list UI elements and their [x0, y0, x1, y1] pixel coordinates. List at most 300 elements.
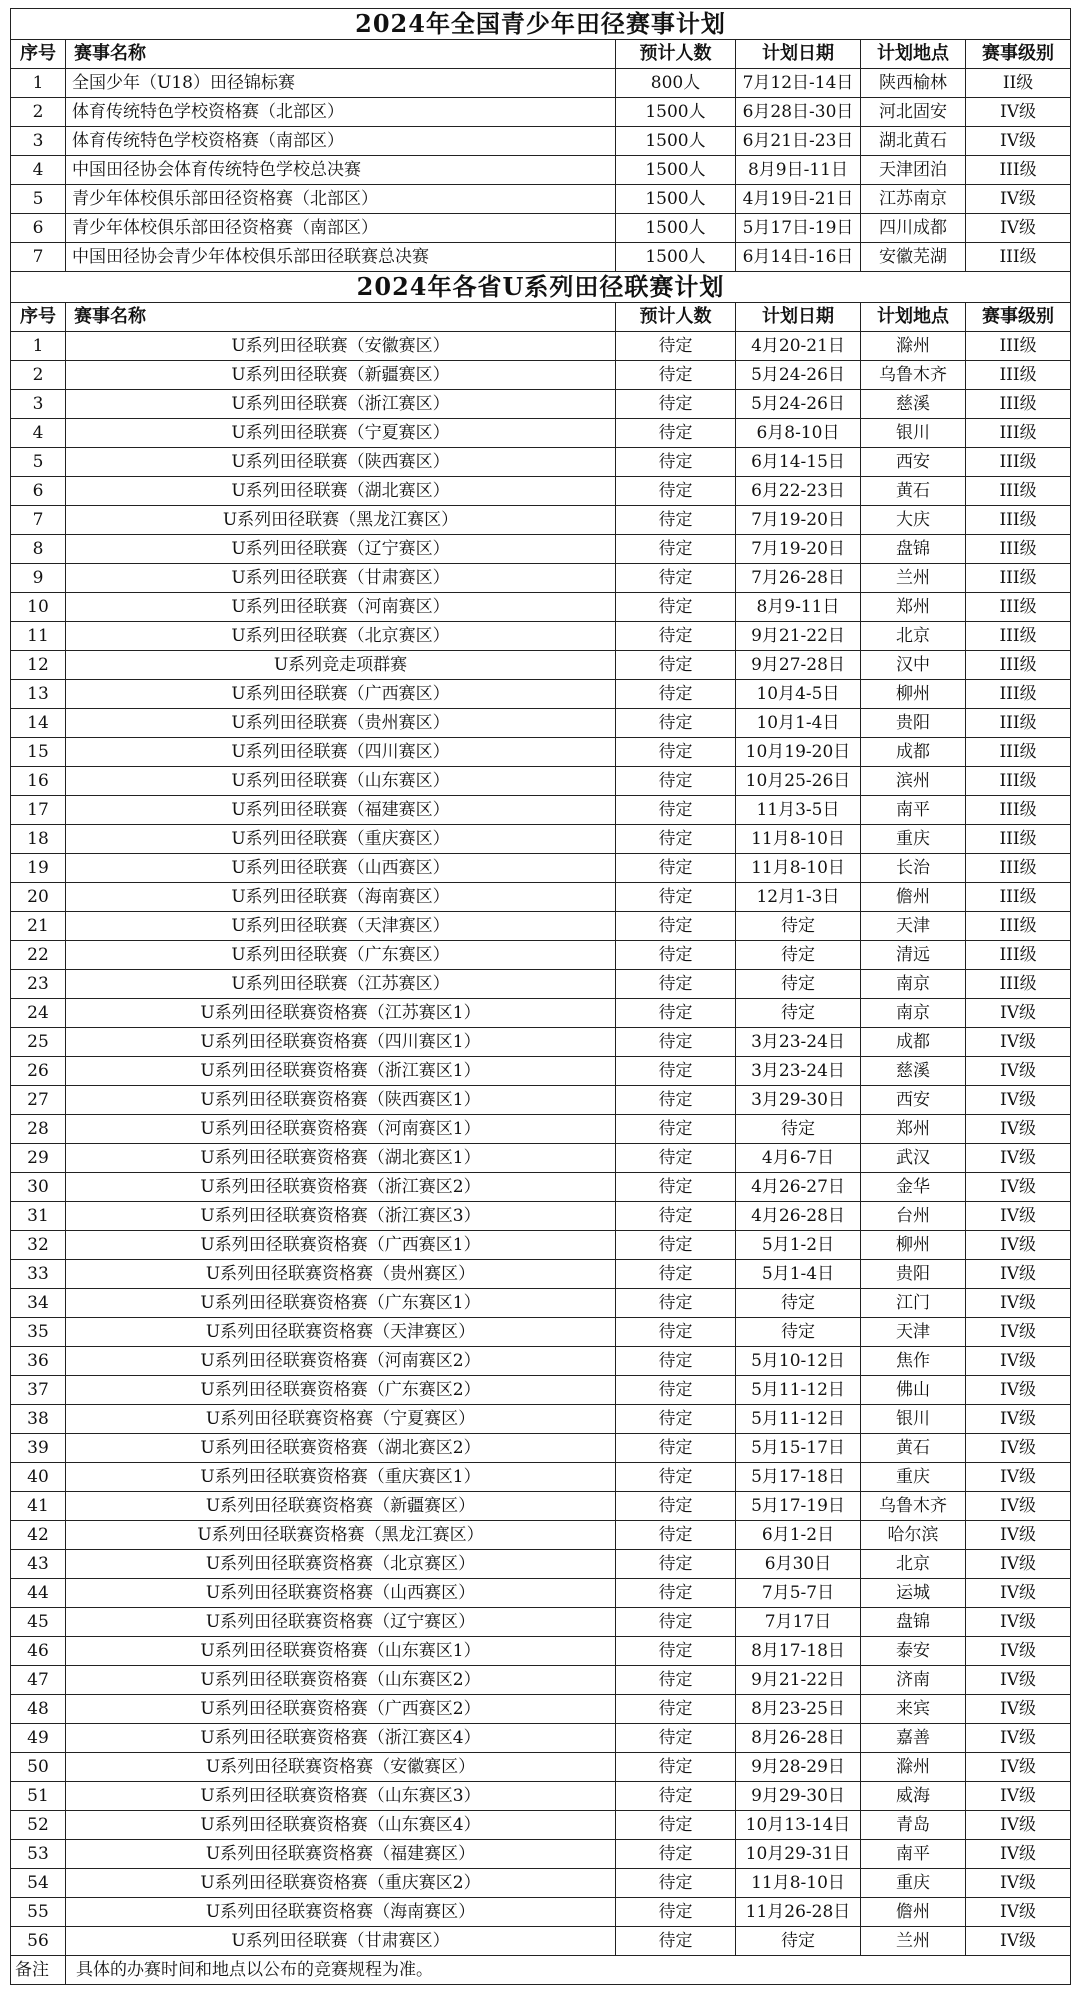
- event-name: U系列田径联赛（福建赛区）: [66, 796, 616, 825]
- expected-count: 待定: [616, 1202, 736, 1231]
- event-level: III级: [966, 564, 1071, 593]
- row-index: 23: [11, 970, 66, 999]
- expected-count: 待定: [616, 1144, 736, 1173]
- event-level: III级: [966, 854, 1071, 883]
- expected-count: 待定: [616, 1347, 736, 1376]
- row-index: 3: [11, 390, 66, 419]
- table-row: [11, 767, 1071, 796]
- planned-date: 10月4-5日: [736, 680, 861, 709]
- event-level: IV级: [966, 1579, 1071, 1608]
- row-index: 54: [11, 1869, 66, 1898]
- table-row: [11, 564, 1071, 593]
- row-index: 7: [11, 243, 66, 272]
- expected-count: 待定: [616, 1028, 736, 1057]
- table1-header-index: 序号: [11, 40, 66, 69]
- planned-location: 运城: [861, 1579, 966, 1608]
- planned-date: 4月19日-21日: [736, 185, 861, 214]
- planned-date: 6月30日: [736, 1550, 861, 1579]
- event-name: U系列田径联赛资格赛（福建赛区）: [66, 1840, 616, 1869]
- table-row: [11, 1811, 1071, 1840]
- row-index: 19: [11, 854, 66, 883]
- planned-date: 6月14-15日: [736, 448, 861, 477]
- planned-date: 5月17-19日: [736, 1492, 861, 1521]
- event-level: IV级: [966, 1927, 1071, 1956]
- table-row: [11, 185, 1071, 214]
- event-level: IV级: [966, 1521, 1071, 1550]
- event-level: III级: [966, 390, 1071, 419]
- planned-location: 天津: [861, 912, 966, 941]
- table-row: [11, 1753, 1071, 1782]
- event-level: III级: [966, 243, 1071, 272]
- event-name: U系列田径联赛资格赛（广东赛区2）: [66, 1376, 616, 1405]
- planned-location: 贵阳: [861, 1260, 966, 1289]
- planned-date: 11月3-5日: [736, 796, 861, 825]
- table2-header-row: [11, 303, 1071, 332]
- schedule-table: [10, 8, 1071, 1985]
- event-name: U系列田径联赛资格赛（辽宁赛区）: [66, 1608, 616, 1637]
- event-name: U系列田径联赛（浙江赛区）: [66, 390, 616, 419]
- planned-date: 11月8-10日: [736, 854, 861, 883]
- expected-count: 待定: [616, 970, 736, 999]
- row-index: 36: [11, 1347, 66, 1376]
- planned-location: 儋州: [861, 883, 966, 912]
- table1-header-name: 赛事名称: [66, 40, 616, 69]
- event-name: U系列田径联赛资格赛（江苏赛区1）: [66, 999, 616, 1028]
- planned-date: 10月1-4日: [736, 709, 861, 738]
- event-level: III级: [966, 825, 1071, 854]
- event-level: IV级: [966, 1405, 1071, 1434]
- expected-count: 待定: [616, 332, 736, 361]
- event-name: 青少年体校俱乐部田径资格赛（北部区）: [66, 185, 616, 214]
- planned-location: 台州: [861, 1202, 966, 1231]
- event-level: IV级: [966, 98, 1071, 127]
- row-index: 34: [11, 1289, 66, 1318]
- planned-date: 3月23-24日: [736, 1057, 861, 1086]
- row-index: 49: [11, 1724, 66, 1753]
- planned-date: 5月11-12日: [736, 1405, 861, 1434]
- row-index: 43: [11, 1550, 66, 1579]
- event-level: III级: [966, 709, 1071, 738]
- expected-count: 待定: [616, 506, 736, 535]
- expected-count: 待定: [616, 390, 736, 419]
- table-row: [11, 941, 1071, 970]
- event-level: IV级: [966, 1550, 1071, 1579]
- planned-location: 南京: [861, 970, 966, 999]
- row-index: 45: [11, 1608, 66, 1637]
- event-name: U系列田径联赛资格赛（重庆赛区2）: [66, 1869, 616, 1898]
- expected-count: 800人: [616, 69, 736, 98]
- planned-location: 四川成都: [861, 214, 966, 243]
- planned-location: 滁州: [861, 1753, 966, 1782]
- planned-location: 滨州: [861, 767, 966, 796]
- event-level: IV级: [966, 1492, 1071, 1521]
- planned-location: 河北固安: [861, 98, 966, 127]
- table2-header-date: 计划日期: [736, 303, 861, 332]
- expected-count: 待定: [616, 361, 736, 390]
- event-name: U系列田径联赛资格赛（浙江赛区3）: [66, 1202, 616, 1231]
- expected-count: 待定: [616, 1782, 736, 1811]
- event-level: IV级: [966, 1811, 1071, 1840]
- expected-count: 待定: [616, 564, 736, 593]
- event-name: U系列田径联赛资格赛（重庆赛区1）: [66, 1463, 616, 1492]
- row-index: 56: [11, 1927, 66, 1956]
- table-row: [11, 1289, 1071, 1318]
- table-row: [11, 127, 1071, 156]
- row-index: 41: [11, 1492, 66, 1521]
- event-level: IV级: [966, 1028, 1071, 1057]
- event-level: III级: [966, 941, 1071, 970]
- table1-header-row: [11, 40, 1071, 69]
- planned-date: 待定: [736, 999, 861, 1028]
- planned-location: 长治: [861, 854, 966, 883]
- table-row: [11, 448, 1071, 477]
- event-level: III级: [966, 796, 1071, 825]
- event-level: IV级: [966, 1376, 1071, 1405]
- expected-count: 待定: [616, 883, 736, 912]
- table-row: [11, 1608, 1071, 1637]
- expected-count: 待定: [616, 738, 736, 767]
- table-row: [11, 1724, 1071, 1753]
- row-index: 33: [11, 1260, 66, 1289]
- event-level: III级: [966, 477, 1071, 506]
- row-index: 47: [11, 1666, 66, 1695]
- expected-count: 待定: [616, 854, 736, 883]
- expected-count: 待定: [616, 622, 736, 651]
- table-row: [11, 1202, 1071, 1231]
- planned-location: 贵阳: [861, 709, 966, 738]
- table-row: [11, 1260, 1071, 1289]
- planned-location: 盘锦: [861, 1608, 966, 1637]
- table-row: [11, 854, 1071, 883]
- planned-date: 待定: [736, 970, 861, 999]
- planned-location: 北京: [861, 1550, 966, 1579]
- expected-count: 待定: [616, 1376, 736, 1405]
- expected-count: 待定: [616, 1695, 736, 1724]
- table-row: [11, 1057, 1071, 1086]
- row-index: 4: [11, 156, 66, 185]
- row-index: 35: [11, 1318, 66, 1347]
- row-index: 11: [11, 622, 66, 651]
- planned-location: 安徽芜湖: [861, 243, 966, 272]
- planned-location: 乌鲁木齐: [861, 1492, 966, 1521]
- table-row: [11, 709, 1071, 738]
- planned-location: 金华: [861, 1173, 966, 1202]
- table2-header-name: 赛事名称: [66, 303, 616, 332]
- table-row: [11, 1144, 1071, 1173]
- event-level: III级: [966, 970, 1071, 999]
- row-index: 3: [11, 127, 66, 156]
- table-row: [11, 1434, 1071, 1463]
- expected-count: 待定: [616, 1173, 736, 1202]
- event-name: U系列田径联赛资格赛（湖北赛区2）: [66, 1434, 616, 1463]
- planned-location: 湖北黄石: [861, 127, 966, 156]
- table-row: [11, 999, 1071, 1028]
- event-level: III级: [966, 535, 1071, 564]
- event-level: IV级: [966, 1086, 1071, 1115]
- row-index: 52: [11, 1811, 66, 1840]
- row-index: 2: [11, 361, 66, 390]
- table-row: [11, 1666, 1071, 1695]
- planned-location: 南平: [861, 1840, 966, 1869]
- expected-count: 待定: [616, 709, 736, 738]
- event-level: IV级: [966, 1173, 1071, 1202]
- event-level: III级: [966, 361, 1071, 390]
- planned-location: 慈溪: [861, 1057, 966, 1086]
- planned-date: 11月8-10日: [736, 1869, 861, 1898]
- planned-location: 汉中: [861, 651, 966, 680]
- row-index: 53: [11, 1840, 66, 1869]
- event-name: U系列田径联赛（重庆赛区）: [66, 825, 616, 854]
- event-level: IV级: [966, 1115, 1071, 1144]
- planned-date: 9月21-22日: [736, 622, 861, 651]
- planned-date: 6月21日-23日: [736, 127, 861, 156]
- table-row: [11, 970, 1071, 999]
- planned-date: 6月1-2日: [736, 1521, 861, 1550]
- row-index: 27: [11, 1086, 66, 1115]
- event-name: 体育传统特色学校资格赛（南部区）: [66, 127, 616, 156]
- expected-count: 1500人: [616, 127, 736, 156]
- table-row: [11, 1347, 1071, 1376]
- event-name: U系列田径联赛资格赛（山东赛区1）: [66, 1637, 616, 1666]
- expected-count: 待定: [616, 1057, 736, 1086]
- planned-date: 5月10-12日: [736, 1347, 861, 1376]
- planned-date: 4月20-21日: [736, 332, 861, 361]
- row-index: 50: [11, 1753, 66, 1782]
- event-name: U系列田径联赛资格赛（贵州赛区）: [66, 1260, 616, 1289]
- event-level: IV级: [966, 1144, 1071, 1173]
- planned-date: 8月17-18日: [736, 1637, 861, 1666]
- planned-location: 江门: [861, 1289, 966, 1318]
- planned-date: 11月26-28日: [736, 1898, 861, 1927]
- row-index: 25: [11, 1028, 66, 1057]
- event-name: U系列田径联赛（辽宁赛区）: [66, 535, 616, 564]
- event-level: IV级: [966, 1231, 1071, 1260]
- planned-location: 北京: [861, 622, 966, 651]
- planned-location: 嘉善: [861, 1724, 966, 1753]
- planned-location: 西安: [861, 448, 966, 477]
- event-name: U系列田径联赛（海南赛区）: [66, 883, 616, 912]
- expected-count: 待定: [616, 535, 736, 564]
- table2-header-location: 计划地点: [861, 303, 966, 332]
- planned-date: 3月29-30日: [736, 1086, 861, 1115]
- planned-date: 4月26-27日: [736, 1173, 861, 1202]
- planned-location: 大庆: [861, 506, 966, 535]
- expected-count: 待定: [616, 912, 736, 941]
- row-index: 16: [11, 767, 66, 796]
- expected-count: 待定: [616, 1608, 736, 1637]
- expected-count: 待定: [616, 1869, 736, 1898]
- planned-location: 来宾: [861, 1695, 966, 1724]
- event-name: U系列田径联赛资格赛（新疆赛区）: [66, 1492, 616, 1521]
- event-name: U系列田径联赛（甘肃赛区）: [66, 1927, 616, 1956]
- table-row: [11, 1521, 1071, 1550]
- row-index: 6: [11, 214, 66, 243]
- event-name: 中国田径协会青少年体校俱乐部田径联赛总决赛: [66, 243, 616, 272]
- event-level: IV级: [966, 1869, 1071, 1898]
- expected-count: 待定: [616, 1086, 736, 1115]
- table-row: [11, 1695, 1071, 1724]
- row-index: 14: [11, 709, 66, 738]
- expected-count: 待定: [616, 1753, 736, 1782]
- expected-count: 待定: [616, 1521, 736, 1550]
- expected-count: 待定: [616, 1898, 736, 1927]
- event-name: U系列田径联赛资格赛（浙江赛区2）: [66, 1173, 616, 1202]
- table-row: [11, 1840, 1071, 1869]
- planned-location: 黄石: [861, 477, 966, 506]
- table-row: [11, 535, 1071, 564]
- event-name: 中国田径协会体育传统特色学校总决赛: [66, 156, 616, 185]
- expected-count: 待定: [616, 1840, 736, 1869]
- expected-count: 待定: [616, 1724, 736, 1753]
- event-name: U系列田径联赛资格赛（河南赛区2）: [66, 1347, 616, 1376]
- event-level: IV级: [966, 1347, 1071, 1376]
- expected-count: 待定: [616, 1666, 736, 1695]
- planned-date: 待定: [736, 1927, 861, 1956]
- event-level: IV级: [966, 1057, 1071, 1086]
- table-row: [11, 1028, 1071, 1057]
- table-row: [11, 1115, 1071, 1144]
- planned-date: 9月29-30日: [736, 1782, 861, 1811]
- note-body: [11, 1956, 1071, 1985]
- table1-header-count: 预计人数: [616, 40, 736, 69]
- event-name: U系列田径联赛资格赛（天津赛区）: [66, 1318, 616, 1347]
- table-row: [11, 1405, 1071, 1434]
- planned-date: 10月25-26日: [736, 767, 861, 796]
- expected-count: 待定: [616, 1318, 736, 1347]
- planned-location: 泰安: [861, 1637, 966, 1666]
- table1-header-location: 计划地点: [861, 40, 966, 69]
- event-name: U系列田径联赛资格赛（宁夏赛区）: [66, 1405, 616, 1434]
- planned-date: 10月29-31日: [736, 1840, 861, 1869]
- row-index: 9: [11, 564, 66, 593]
- event-name: U系列田径联赛（甘肃赛区）: [66, 564, 616, 593]
- event-level: IV级: [966, 999, 1071, 1028]
- event-name: U系列田径联赛资格赛（广东赛区1）: [66, 1289, 616, 1318]
- event-name: U系列田径联赛资格赛（浙江赛区1）: [66, 1057, 616, 1086]
- event-name: U系列田径联赛（贵州赛区）: [66, 709, 616, 738]
- planned-location: 盘锦: [861, 535, 966, 564]
- planned-date: 5月17-18日: [736, 1463, 861, 1492]
- table-row: [11, 1898, 1071, 1927]
- row-index: 4: [11, 419, 66, 448]
- planned-date: 6月28日-30日: [736, 98, 861, 127]
- table2-header-level: 赛事级别: [966, 303, 1071, 332]
- row-index: 30: [11, 1173, 66, 1202]
- event-name: U系列田径联赛（湖北赛区）: [66, 477, 616, 506]
- expected-count: 待定: [616, 680, 736, 709]
- event-name: U系列田径联赛（山西赛区）: [66, 854, 616, 883]
- planned-location: 重庆: [861, 1463, 966, 1492]
- row-index: 37: [11, 1376, 66, 1405]
- table-row: [11, 1086, 1071, 1115]
- event-name: U系列田径联赛（宁夏赛区）: [66, 419, 616, 448]
- expected-count: 1500人: [616, 243, 736, 272]
- planned-location: 兰州: [861, 1927, 966, 1956]
- expected-count: 待定: [616, 1434, 736, 1463]
- event-name: U系列田径联赛资格赛（四川赛区1）: [66, 1028, 616, 1057]
- planned-date: 待定: [736, 1289, 861, 1318]
- planned-date: 待定: [736, 1318, 861, 1347]
- planned-date: 7月5-7日: [736, 1579, 861, 1608]
- table1-title: 2024年全国青少年田径赛事计划: [11, 9, 1071, 40]
- table-row: [11, 69, 1071, 98]
- planned-date: 8月26-28日: [736, 1724, 861, 1753]
- planned-date: 5月15-17日: [736, 1434, 861, 1463]
- event-name: U系列田径联赛资格赛（黑龙江赛区）: [66, 1521, 616, 1550]
- planned-date: 7月12日-14日: [736, 69, 861, 98]
- table-row: [11, 1231, 1071, 1260]
- row-index: 48: [11, 1695, 66, 1724]
- table-row: [11, 1376, 1071, 1405]
- row-index: 39: [11, 1434, 66, 1463]
- expected-count: 待定: [616, 419, 736, 448]
- expected-count: 待定: [616, 1289, 736, 1318]
- table2-header-count: 预计人数: [616, 303, 736, 332]
- row-index: 42: [11, 1521, 66, 1550]
- event-level: IV级: [966, 1898, 1071, 1927]
- event-name: U系列田径联赛（山东赛区）: [66, 767, 616, 796]
- event-name: U系列田径联赛资格赛（安徽赛区）: [66, 1753, 616, 1782]
- expected-count: 1500人: [616, 185, 736, 214]
- expected-count: 待定: [616, 825, 736, 854]
- planned-location: 儋州: [861, 1898, 966, 1927]
- expected-count: 待定: [616, 1231, 736, 1260]
- event-level: IV级: [966, 1318, 1071, 1347]
- expected-count: 待定: [616, 796, 736, 825]
- planned-date: 7月26-28日: [736, 564, 861, 593]
- table-row: [11, 738, 1071, 767]
- row-index: 21: [11, 912, 66, 941]
- planned-location: 清远: [861, 941, 966, 970]
- event-name: 体育传统特色学校资格赛（北部区）: [66, 98, 616, 127]
- table1-body: [11, 9, 1071, 272]
- event-level: IV级: [966, 1695, 1071, 1724]
- event-level: III级: [966, 506, 1071, 535]
- event-level: III级: [966, 680, 1071, 709]
- event-level: III级: [966, 448, 1071, 477]
- planned-location: 哈尔滨: [861, 1521, 966, 1550]
- planned-location: 济南: [861, 1666, 966, 1695]
- event-level: III级: [966, 622, 1071, 651]
- note-label: 备注: [11, 1956, 66, 1985]
- planned-date: 5月17日-19日: [736, 214, 861, 243]
- event-name: U系列田径联赛资格赛（广西赛区1）: [66, 1231, 616, 1260]
- row-index: 22: [11, 941, 66, 970]
- planned-date: 7月19-20日: [736, 506, 861, 535]
- planned-location: 慈溪: [861, 390, 966, 419]
- planned-date: 4月6-7日: [736, 1144, 861, 1173]
- table-row: [11, 651, 1071, 680]
- event-level: II级: [966, 69, 1071, 98]
- planned-location: 柳州: [861, 1231, 966, 1260]
- planned-date: 5月1-2日: [736, 1231, 861, 1260]
- event-level: III级: [966, 332, 1071, 361]
- event-level: IV级: [966, 1753, 1071, 1782]
- expected-count: 待定: [616, 1405, 736, 1434]
- planned-location: 滁州: [861, 332, 966, 361]
- row-index: 1: [11, 69, 66, 98]
- event-name: U系列田径联赛（北京赛区）: [66, 622, 616, 651]
- row-index: 7: [11, 506, 66, 535]
- table-row: [11, 1927, 1071, 1956]
- planned-location: 西安: [861, 1086, 966, 1115]
- event-name: U系列田径联赛资格赛（北京赛区）: [66, 1550, 616, 1579]
- event-level: III级: [966, 738, 1071, 767]
- event-level: IV级: [966, 1608, 1071, 1637]
- table-row: [11, 883, 1071, 912]
- event-name: U系列田径联赛（天津赛区）: [66, 912, 616, 941]
- table-row: [11, 825, 1071, 854]
